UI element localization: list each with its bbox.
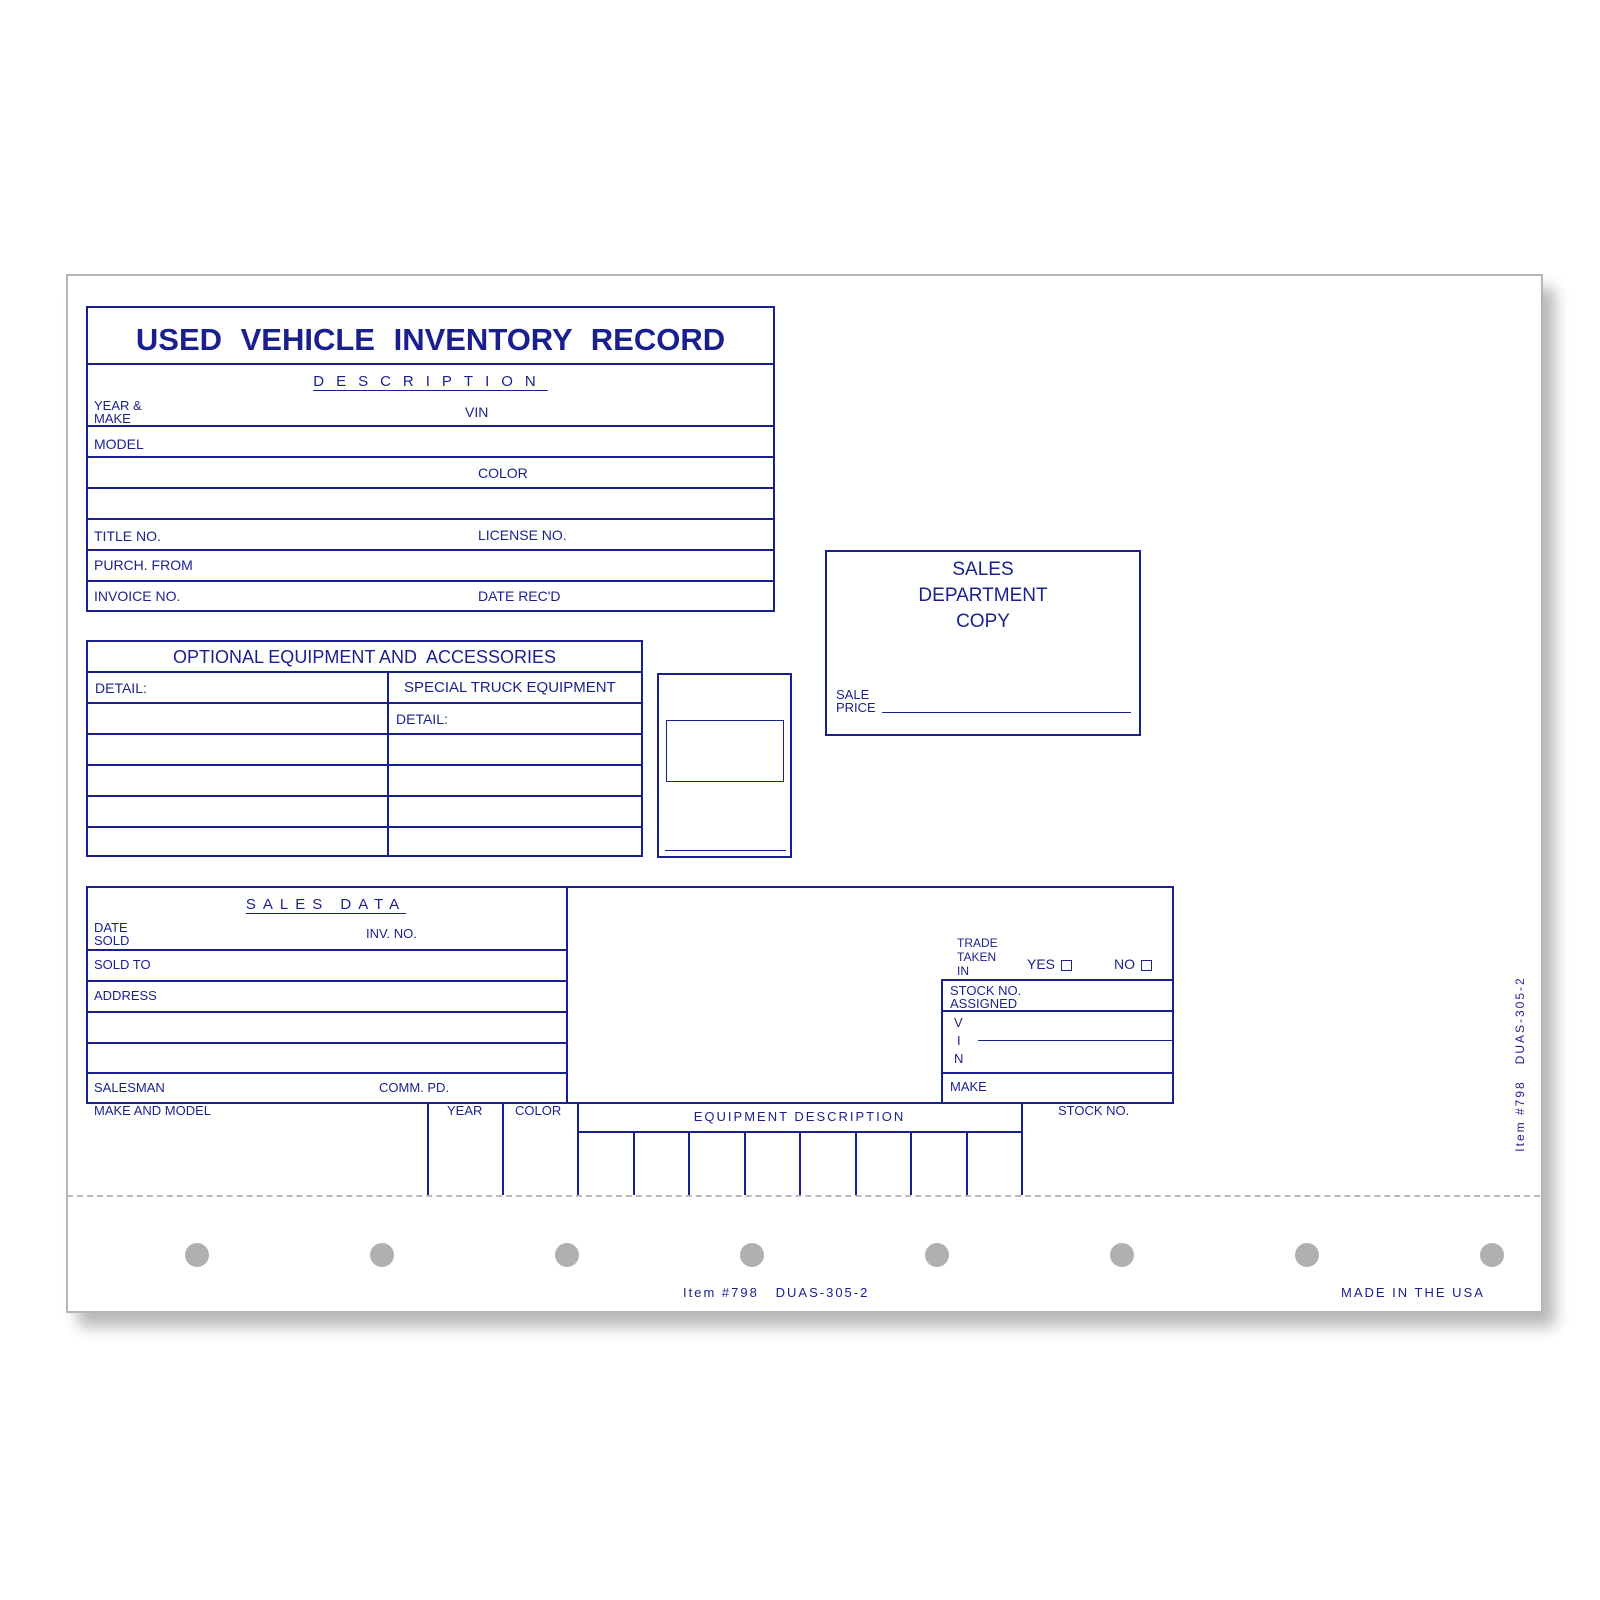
purch-from-label: PURCH. FROM (94, 557, 193, 573)
inv-no-label: INV. NO. (366, 926, 417, 941)
punch-hole (1295, 1243, 1319, 1267)
footer-made-in: MADE IN THE USA (1341, 1285, 1485, 1300)
footer-item-code: Item #798 DUAS-305-2 (683, 1285, 870, 1300)
strip-stock-no-label: STOCK NO. (1058, 1103, 1130, 1118)
comm-pd-label: COMM. PD. (379, 1080, 450, 1095)
sales-copy-line-3: COPY (956, 611, 1010, 632)
strip-color-label: COLOR (515, 1103, 562, 1118)
title-no-label: TITLE NO. (94, 528, 161, 544)
trade-no-option[interactable]: NO (1114, 957, 1152, 971)
sales-data-heading: SALES DATA (245, 896, 407, 913)
punch-hole (740, 1243, 764, 1267)
trade-taken-in-label: TRADE TAKEN IN (957, 936, 998, 978)
trade-yes-option[interactable]: YES (1027, 957, 1072, 971)
punch-hole (370, 1243, 394, 1267)
description-heading: DESCRIPTION (313, 373, 548, 390)
trade-vin-n: N (954, 1051, 964, 1066)
side-item-code: Item #798 DUAS-305-2 (1513, 976, 1527, 1152)
vin-label: VIN (465, 404, 489, 420)
color-label: COLOR (478, 465, 528, 481)
sales-copy-line-1: SALES (952, 559, 1014, 580)
salesman-label: SALESMAN (94, 1080, 165, 1095)
special-truck-label: SPECIAL TRUCK EQUIPMENT (404, 679, 616, 696)
trade-vin-i: I (957, 1033, 961, 1048)
strip-equipment-description-label: EQUIPMENT DESCRIPTION (693, 1109, 906, 1124)
detail-left-label: DETAIL: (95, 680, 147, 696)
punch-hole (1480, 1243, 1504, 1267)
sold-to-label: SOLD TO (94, 957, 151, 972)
strip-year-label: YEAR (447, 1103, 483, 1118)
punch-hole (1110, 1243, 1134, 1267)
sale-price-line (882, 712, 1131, 713)
yes-checkbox[interactable] (1061, 960, 1072, 971)
card-signature-line (665, 850, 786, 851)
punch-hole (185, 1243, 209, 1267)
model-label: MODEL (94, 436, 144, 452)
address-label: ADDRESS (94, 988, 157, 1003)
sale-price-label: SALE PRICE (836, 687, 876, 715)
trade-make-label: MAKE (950, 1079, 987, 1094)
invoice-no-label: INVOICE NO. (94, 588, 181, 604)
date-recd-label: DATE REC'D (478, 588, 561, 604)
strip-make-model-label: MAKE AND MODEL (94, 1103, 212, 1118)
no-checkbox[interactable] (1141, 960, 1152, 971)
optional-equipment-heading: OPTIONAL EQUIPMENT AND ACCESSORIES (172, 647, 557, 667)
sales-copy-line-2: DEPARTMENT (918, 585, 1048, 606)
license-no-label: LICENSE NO. (478, 527, 567, 543)
detail-right-label: DETAIL: (396, 711, 448, 727)
card-window (666, 720, 784, 782)
perforation-line (67, 1195, 1540, 1197)
year-make-label: YEAR & MAKE (94, 398, 142, 426)
punch-hole (925, 1243, 949, 1267)
stock-no-assigned-label: STOCK NO. ASSIGNED (950, 983, 1022, 1011)
punch-hole (555, 1243, 579, 1267)
form-title: USED VEHICLE INVENTORY RECORD (135, 322, 726, 357)
date-sold-label: DATE SOLD (94, 920, 130, 948)
trade-vin-v: V (954, 1015, 963, 1030)
